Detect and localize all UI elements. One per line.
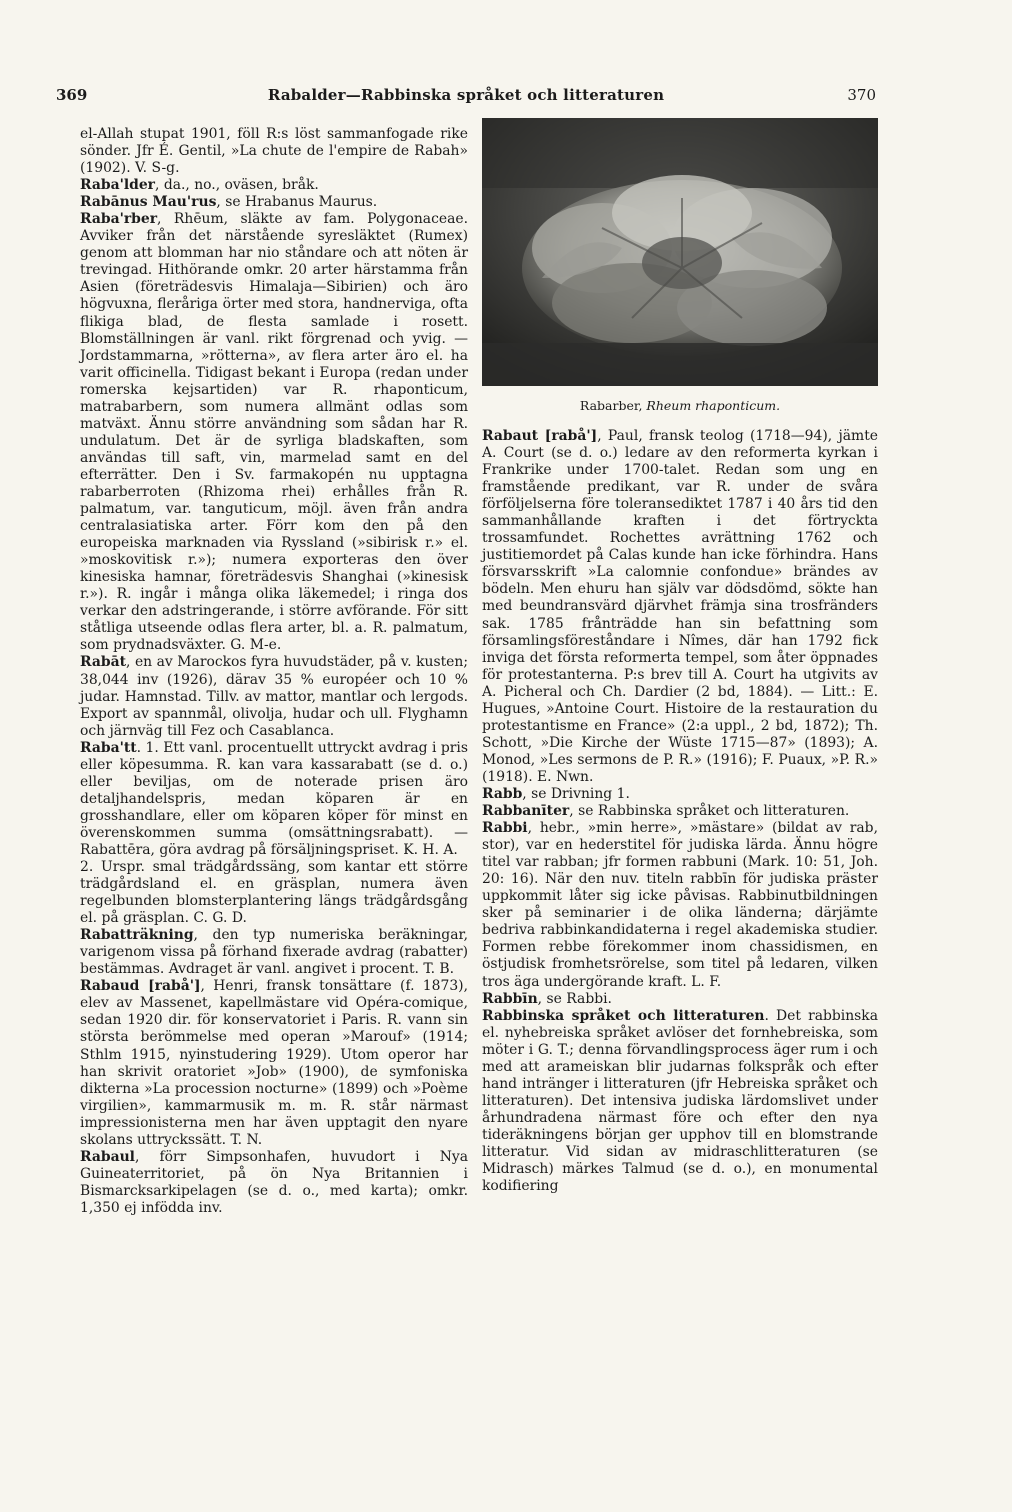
entry-rabanus-maurus: Rabānus Mau'rus, se Hrabanus Maurus. (80, 194, 378, 211)
entry-rabbinska-spraket: Rabbinska språket och litteraturen. Det rabbinska el. nyhebreiska språket avlöser det fornhebreiska, som möter i G. T.; denna förvandlingsprocess äger rum i och med att arameiskan blir judarnas folkspråk och efter hand intränger i litteraturen (jfr Hebreiska språket och litteraturen). Det intensiva judiska lärdomslivet under århundradena närmast före och efter den nya tideräkningens början ger upphov till en blomstrande litteratur. Vid sidan av midraschlitteraturen (se Midrasch) märkes Talmud (se d. o.), en monumental kodifiering (482, 1007, 879, 1195)
page-number-left: 369 (56, 86, 88, 104)
entry-rabbi: Rabbi, hebr., »min herre», »mästare» (bildat av rab, stor), var en hederstitel för judiska lärda. Ännu högre titel var rabban; jfr formen rabbuni (Mark. 10: 51, Joh. 20: 16). När den nuv. titeln rabbīn för judiska präster uppkommit låter sig icke påvisas. Rabbinutbildningen sker på seminarier i de olika länderna; därjämte bedriva rabbinkandidaterna i regel akademiska studier. Formen rebbe förekommer inom chassidismen, en östjudisk fromhetsrörelse, som titel på ledaren, vilken tros äga undergörande kraft. L. F. (482, 820, 878, 990)
entry-rabalder: Raba'lder, da., no., oväsen, bråk. (80, 177, 319, 194)
entry-rabattrakning: Rabatträkning, den typ numeriska beräkningar, varigenom vissa på förhand fixerade avdrag (rabatter) bestämmas. Avdraget är vanl. angivet i procent. T. B. (80, 927, 468, 978)
entry-rabat: Rabāt, en av Marockos fyra huvudstäder, på v. kusten; 38,044 inv (1926), därav 35 % européer och 10 % judar. Hamnstad. Tillv. av mattor, mantlar och lergods. Export av spannmål, olivolja, hudar och ull. Flyghamn och järnväg till Fez och Casablanca. (80, 654, 468, 739)
entry-rabaut: Rabaut [rabå'], Paul, fransk teolog (1718—94), jämte A. Court (se d. o.) ledare av den reformerta kyrkan i Frankrike under 1700-talet. Redan som ung en framstående predikant, var R. under de svåra förföljelserna före toleransediktet 1787 i 40 års tid den sammanhållande kraften i det förtryckta trossamfundet. Rochettes avrättning 1762 och justitiemordet på Calas kunde han icke förhindra. Hans försvarsskrift »La calomnie confondue» brändes av bödeln. Men ehuru han själv var dödsdömd, sökte han med beundransvärd djärvhet främja sina trosfränders sak. 1785 frånträdde han sin befattning som församlingsföreståndare i Nîmes, där han 1792 fick inviga det första reformerta tempel, som åter öppnades för protestanterna. P:s brev till A. Court ha utgivits av A. Picheral och Ch. Dardier (2 bd, 1884). — Litt.: E. Hugues, »Antoine Court. Histoire de la restauration du protestantisme en France» (2:a uppl., 2 bd, 1872); Th. Schott, »Die Kirche der Wüste 1715—87» (1893); A. Monod, »Les sermons de P. R.» (1916); F. Puaux, »P. R.» (1918). E. Nwn. (482, 428, 879, 785)
caption-species: Rheum rhaponticum. (646, 398, 781, 413)
entry-rabbin: Rabbīn, se Rabbi. (482, 990, 612, 1007)
entry-rabatt-2: 2. Urspr. smal trädgårdssäng, som kantar ett större trädgårdsland el. en gräsplan, numera även regelbunden blomsterplantering längs trädgårdsgång el. på gräsplan. C. G. D. (80, 859, 468, 927)
right-column (482, 428, 878, 1195)
page-header (56, 86, 876, 110)
caption-text: Rabarber, (579, 398, 647, 413)
left-column (80, 126, 468, 1217)
entry-rabaul: Rabaul, förr Simpsonhafen, huvudort i Nya Guineaterritoriet, på ön Nya Britannien i Bismarcksarkipelagen (se d. o., med karta); omkr. 1,350 ej infödda inv. (80, 1148, 468, 1216)
entry-rabarber: Raba'rber, Rhēum, släkte av fam. Polygonaceae. Avviker från det närstående syresläktet (Rumex) genom att blomman har nio ståndare och att nöten är trevingad. Hithörande omkr. 20 arter härstamma från Asien (företrädesvis Himalaja—Sibirien) och äro högvuxna, fleråriga örter med stora, handnerviga, ofta flikiga blad, de flesta samlade i rosett. Blomställningen är vanl. rikt förgrenad och yvig. — Jordstammarna, »rötterna», av flera arter äro el. ha varit officinella. Tidigast bekant i Europa (redan under romerska kejsartiden) var R. rhaponticum, matrabarbern, som numera allmänt odlas som matväxt. Ännu större användning som sådan har R. undulatum. Det är de syrliga bladskaften, som användas till saft, vin, marmelad samt en del efterrätter. Den i Sv. farmakopén nu upptagna rabarberroten (Rhizoma rhei) erhålles från R. palmatum, var. tanguticum, möjl. även från andra centralasiatiska arter. Förr kom den på den europeiska marknaden via Ryssland (»sibirisk r.» el. »moskovitisk r.»); numera exporteras den över kinesiska hamnar, företrädesvis Shanghai (»kinesisk r.»). R. ingår i många olika läkemedel; i ringa dos verkar den adstringerande, i större avförande. För sitt ståtliga utseende odlas flera arter, bl. a. R. palmatum, som prydnadsväxter. G. M-e. (80, 211, 468, 654)
entry-el-allah: el-Allah stupat 1901, föll R:s löst sammanfogade rike sönder. Jfr É. Gentil, »La chute de l'empire de Rabah» (1902). V. S-g. (80, 126, 468, 177)
figure-caption (482, 398, 878, 413)
rhubarb-photo (482, 118, 878, 386)
page-number-right: 370 (847, 86, 876, 104)
entry-rabb: Rabb, se Drivning 1. (482, 785, 630, 802)
entry-rabatt-1: Raba'tt. 1. Ett vanl. procentuellt uttryckt avdrag i pris eller köpesumma. R. kan vara kassarabatt (se d. o.) eller beviljas, om de noterade prisen äro detaljhandelspris, medan köparen är en grosshandlare, eller om köparen köper för minst en överenskommen summa (omsättningsrabatt). — Rabattēra, göra avdrag på försäljningspriset. K. H. A. (80, 739, 468, 858)
entry-rabaud: Rabaud [rabå'], Henri, fransk tonsättare (f. 1873), elev av Massenet, kapellmästare vid Opéra-comique, sedan 1920 dir. för konservatoriet i Paris. R. vann sin största berömmelse med operan »Marouf» (1914; Sthlm 1915, nyinstudering 1929). Utom operor har han skrivit oratoriet »Job» (1900), de symfoniska dikterna »La procession nocturne» (1899) och »Poème virgilien», kammarmusik m. m. R. står närmast impressionisterna men har även upptagit den nyare skolans uttryckssätt. T. N. (80, 978, 468, 1148)
entry-rabbaniter: Rabbanīter, se Rabbinska språket och litteraturen. (482, 803, 850, 820)
running-title: Rabalder—Rabbinska språket och litteraturen (267, 86, 665, 104)
